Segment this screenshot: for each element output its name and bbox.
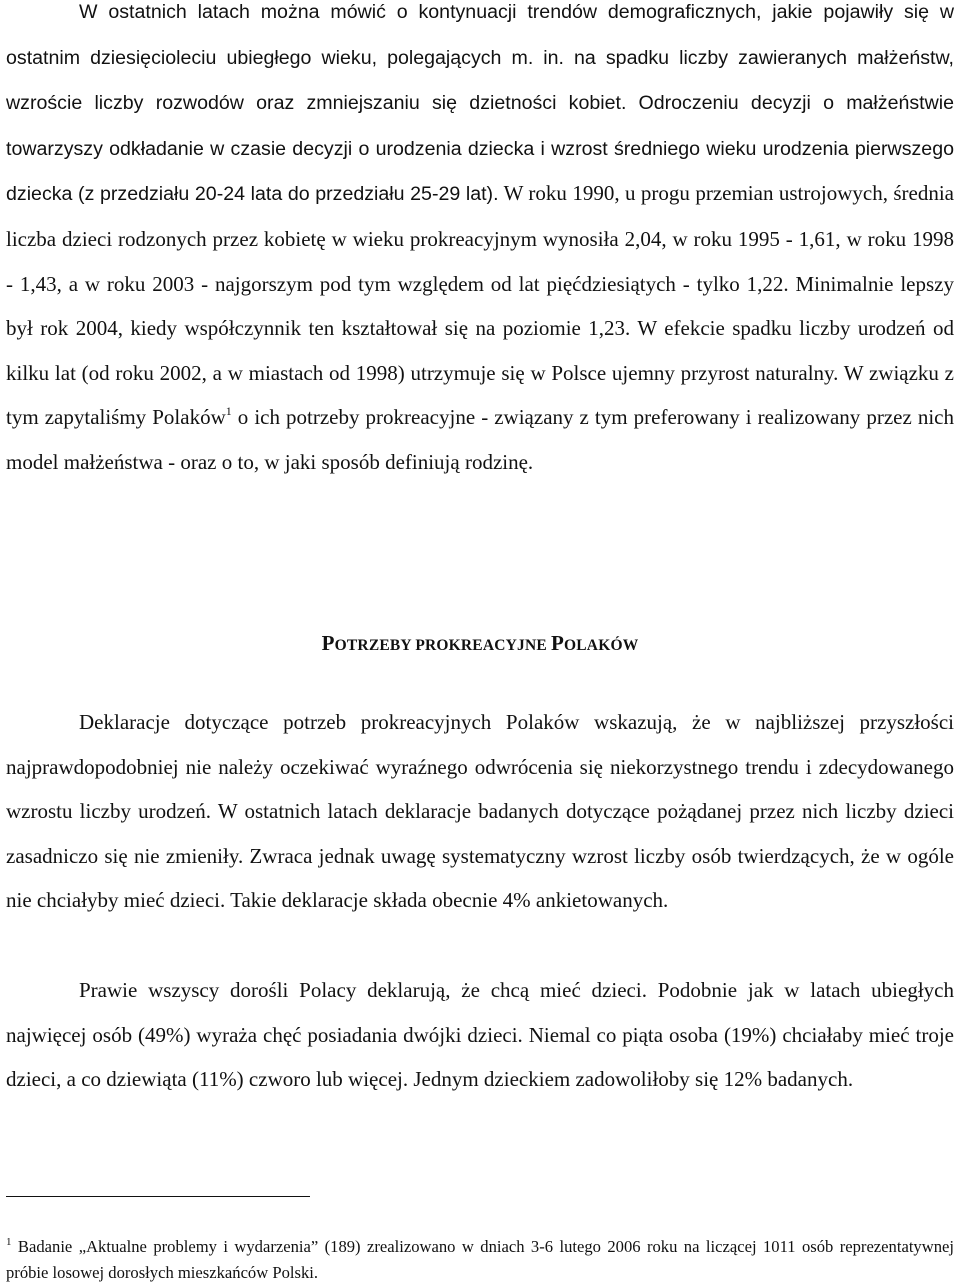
footnote-marker: 1 bbox=[6, 1236, 12, 1248]
footnote bbox=[6, 1234, 954, 1286]
sentence-postponement: Odroczeniu decyzji o małżeństwie towarzyszy odkładanie w czasie decyzji o urodzenia dziecka i wzrost średniego wieku urodzenia pierwszego dziecka (z przedziału 20-24 lata do przedziału 25-29 lat). bbox=[6, 92, 955, 206]
sentence-trends: W ostatnich latach można mówić o kontynuacji trendów demograficznych, jakie pojawiły się w ostatnim dziesięcioleciu ubiegłego wieku, polegających m. in. na spadku liczby zawieranych małżeństw, wzroście liczby rozwodów oraz zmniejszaniu się dzietności kobiet. bbox=[6, 1, 954, 115]
paragraph-desired-children: Prawie wszyscy dorośli Polacy deklarują, że chcą mieć dzieci. Podobnie jak w latach ubiegłych najwięcej osób (49%) wyraża chęć posiadania dwójki dzieci. Niemal co piąta osoba (19%) chciałaby mieć troje dzieci, a co dziewiąta (11%) czworo lub więcej. Jednym dzieckiem zadowoliłoby się 12% badanych. bbox=[6, 978, 954, 1092]
footnote-reference: 1 bbox=[225, 404, 232, 419]
footnote-text: Badanie „Aktualne problemy i wydarzenia” (189) zrealizowano w dniach 3-6 lutego 2006 roku na liczącej 1011 osób reprezentatywnej próbie losowej dorosłych mieszkańców Polski. bbox=[6, 1237, 954, 1282]
paragraph-demographic-trends bbox=[6, 0, 954, 485]
section-heading bbox=[6, 631, 954, 656]
paragraph-declarations: Deklaracje dotyczące potrzeb prokreacyjnych Polaków wskazują, że w najbliższej przyszłości najprawdopodobniej nie należy oczekiwać wyraźnego odwrócenia się niekorzystnego trendu i zdecydowanego wzrostu liczby urodzeń. W ostatnich latach deklaracje badanych dotyczące pożądanej przez nich liczby dzieci zasadniczo się nie zmieniły. Zwraca jednak uwagę systematyczny wzrost liczby osób twierdzących, że w ogóle nie chciałyby mieć dzieci. Takie deklaracje składa obecnie 4% ankietowanych. bbox=[6, 710, 954, 913]
heading-initial-2: P bbox=[550, 631, 564, 655]
footnote-separator bbox=[6, 1196, 310, 1197]
heading-smallcaps-2: OLAKÓW bbox=[564, 637, 639, 654]
heading-smallcaps-1: OTRZEBY PROKREACYJNE bbox=[334, 637, 551, 654]
heading-initial-1: P bbox=[321, 631, 335, 655]
sentence-fertility-rates: W roku 1990, u progu przemian ustrojowych, średnia liczba dzieci rodzonych przez kobietę w wieku prokreacyjnym wynosiła 2,04, w roku 1995 - 1,61, w roku 1998 - 1,43, a w roku 2003 - najgorszym pod tym względem od lat pięćdziesiątych - tylko 1,22. Minimalnie lepszy był rok 2004, kiedy współczynnik ten kształtował się na poziomie 1,23. W efekcie spadku liczby urodzeń od kilku lat (od roku 2002, a w miastach od 1998) utrzymuje się w Polsce ujemny przyrost naturalny. W związku z tym zapytaliśmy Polaków bbox=[6, 181, 955, 430]
sentence-survey-topics: o ich potrzeby prokreacyjne - związany z tym preferowany i realizowany przez nich model małżeństwa - oraz o to, w jaki sposób definiują rodzinę. bbox=[6, 405, 954, 474]
